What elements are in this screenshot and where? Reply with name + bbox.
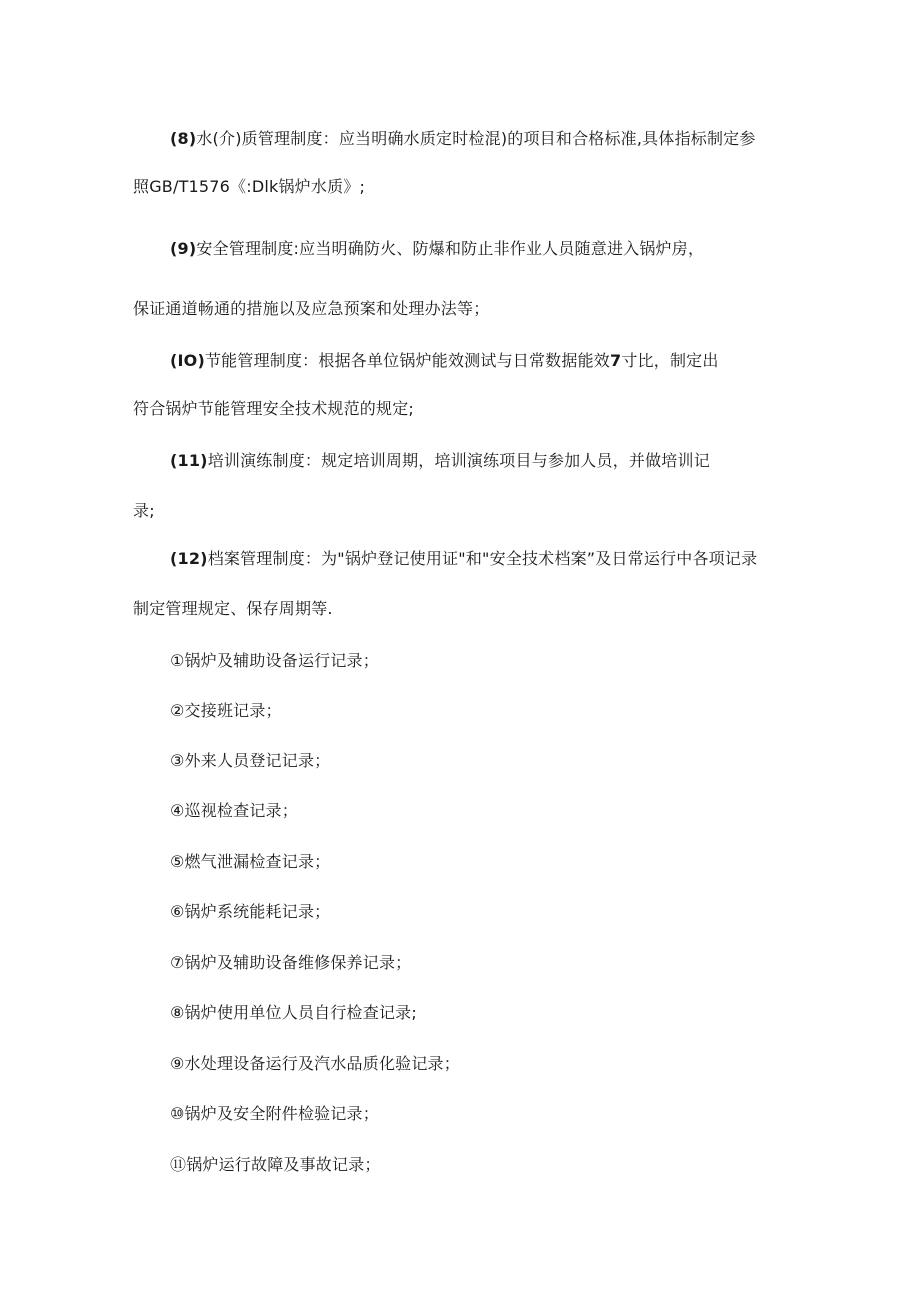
- paragraph-12-line-1: [170, 548, 757, 570]
- paragraph-8-line-1: [170, 128, 756, 150]
- paragraph-9-line-2: 保证通道畅通的措施以及应急预案和处理办法等；: [133, 299, 490, 318]
- record-item: ①锅炉及辅助设备运行记录；: [170, 651, 379, 670]
- paragraph-8-line-2: 照GB/T1576《:Dlk锅炉水质》;: [133, 177, 366, 196]
- record-item: ②交接班记录；: [170, 701, 282, 720]
- paragraph-text: 安全管理制度:应当明确防火、防爆和防止非作业人员随意进入锅炉房，: [196, 239, 705, 258]
- paragraph-number: (9): [170, 239, 197, 258]
- record-item: ⑥锅炉系统能耗记录；: [170, 902, 331, 921]
- paragraph-11-line-2: 录;: [133, 501, 155, 520]
- record-item: ⑩锅炉及安全附件检验记录；: [170, 1104, 379, 1123]
- paragraph-number: (8): [170, 129, 197, 148]
- paragraph-11-line-1: [170, 450, 710, 472]
- paragraph-text: 节能管理制度：根据各单位锅炉能效测试与日常数据能效: [204, 351, 610, 370]
- record-item: ⑨水处理设备运行及汽水品质化验记录；: [170, 1054, 460, 1073]
- paragraph-9-line-1: [170, 238, 704, 260]
- paragraph-number: (12): [170, 549, 208, 568]
- paragraph-10-line-2: 符合锅炉节能管理安全技术规范的规定;: [133, 399, 414, 418]
- record-item: ④巡视检查记录；: [170, 801, 298, 820]
- paragraph-text: 培训演练制度：规定培训周期，培训演练项目与参加人员，并做培训记: [207, 451, 710, 470]
- paragraph-number: (11): [170, 451, 208, 470]
- record-item: ⑤燃气泄漏检查记录；: [170, 852, 331, 871]
- record-item: ⑦锅炉及辅助设备维修保养记录；: [170, 953, 412, 972]
- paragraph-number: (IO): [170, 351, 205, 370]
- paragraph-12-line-2: 制定管理规定、保存周期等.: [133, 599, 333, 618]
- paragraph-text: 水(介)质管理制度：应当明确水质定时检混)的项目和合格标准,具体指标制定参: [196, 129, 756, 148]
- paragraph-text-bold: 7: [610, 351, 622, 370]
- record-item: ⑪锅炉运行故障及事故记录；: [170, 1155, 381, 1174]
- record-item: ⑧锅炉使用单位人员自行检查记录;: [170, 1003, 417, 1022]
- paragraph-text: 档案管理制度：为"锅炉登记使用证"和"安全技术档案”及日常运行中各项记录: [207, 549, 758, 568]
- record-item: ③外来人员登记记录；: [170, 751, 331, 770]
- paragraph-text: 寸比，制定出: [621, 351, 719, 370]
- paragraph-10-line-1: [170, 350, 719, 372]
